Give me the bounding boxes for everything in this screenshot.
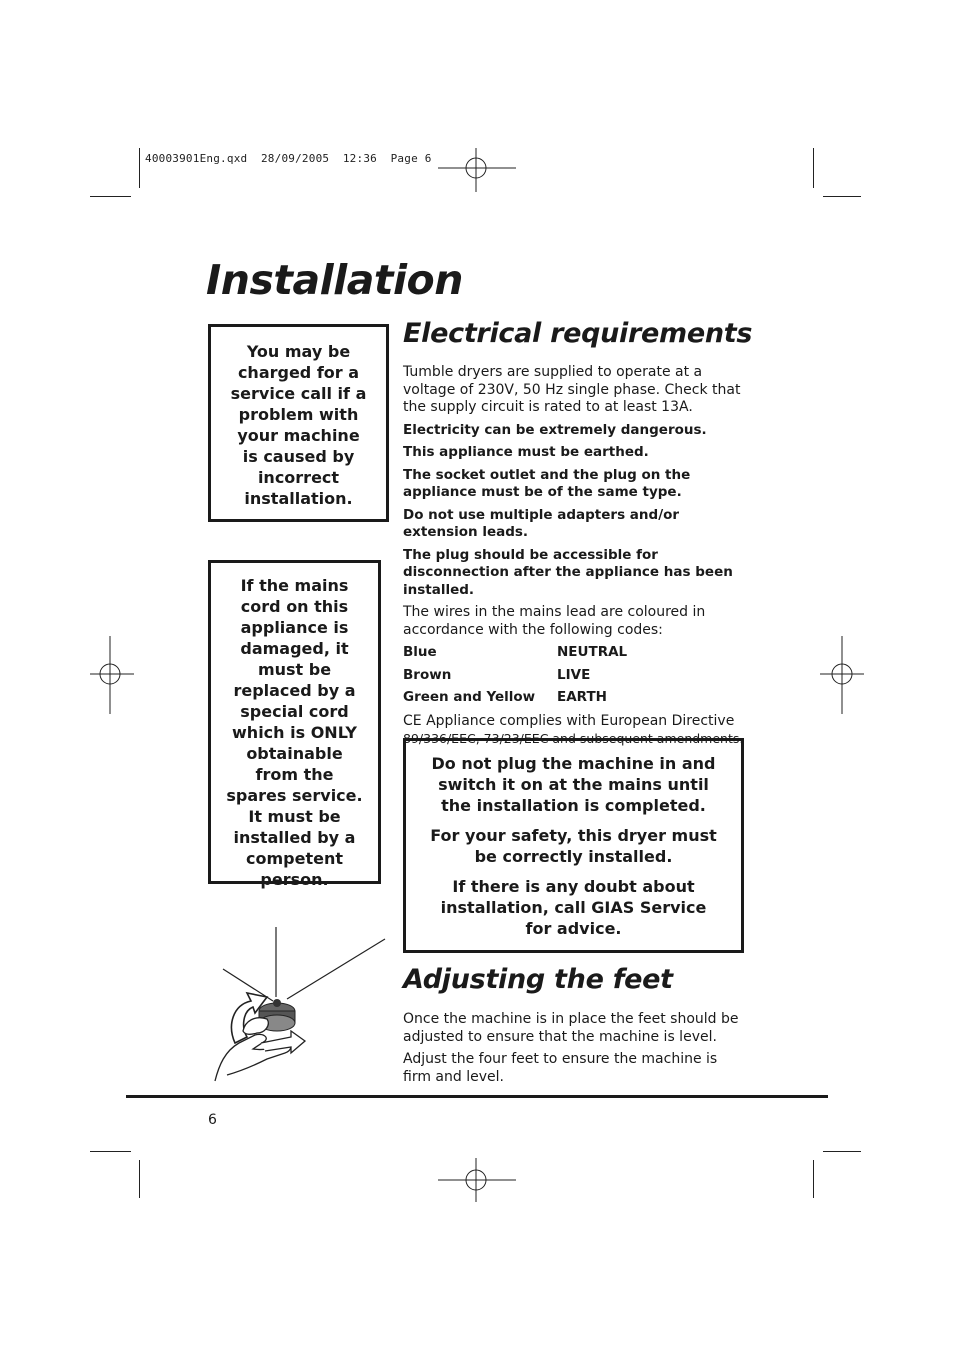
- crop-mark: [90, 196, 131, 197]
- registration-mark-icon: [438, 1158, 516, 1202]
- warning-text: Do not use multiple adapters and/or extension leads.: [403, 506, 680, 540]
- wire-colour: Brown: [403, 666, 452, 683]
- safety-text: For your safety, this dryer must be correctly installed.: [430, 826, 717, 866]
- wire-meaning: LIVE: [557, 666, 591, 683]
- crop-mark: [823, 1151, 861, 1152]
- feet-paragraph: Once the machine is in place the feet should be adjusted to ensure that the machine is level.: [403, 1011, 739, 1045]
- electrical-intro: Tumble dryers are supplied to operate at a voltage of 230V, 50 Hz single phase. Check that the supply circuit is rated to at least 13A.: [403, 364, 741, 415]
- mains-cord-note: [208, 560, 381, 889]
- crop-mark: [823, 196, 861, 197]
- safety-text: Do not plug the machine in and switch it on at the mains until the installation is completed.: [431, 754, 716, 815]
- foot-adjustment-illustration: [205, 925, 390, 1085]
- registration-mark-icon: [820, 636, 864, 714]
- ce-line: CE Appliance complies with European Directive: [403, 712, 735, 729]
- warning-text: The plug should be accessible for disconnection after the appliance has been installed.: [403, 546, 733, 598]
- warning-text: This appliance must be earthed.: [403, 444, 649, 460]
- printer-slug: 40003901Eng.qxd 28/09/2005 12:36 Page 6: [145, 152, 432, 165]
- crop-mark: [813, 1160, 814, 1198]
- page-title: Installation: [206, 256, 463, 304]
- wire-meaning: EARTH: [557, 689, 607, 705]
- warning-text: The socket outlet and the plug on the appliance must be of the same type.: [403, 466, 691, 500]
- warning-text: Electricity can be extremely dangerous.: [403, 421, 707, 438]
- page-number: 6: [208, 1112, 217, 1128]
- crop-mark: [813, 148, 814, 188]
- service-call-note: [208, 324, 389, 522]
- ce-line: 89/336/EEC, 73/23/EEC and subsequent amendments.: [403, 730, 744, 746]
- registration-mark-icon: [438, 148, 516, 192]
- wire-meaning: NEUTRAL: [557, 644, 628, 660]
- crop-mark: [90, 1151, 131, 1152]
- feet-paragraph: Adjust the four feet to ensure the machine is firm and level.: [403, 1051, 718, 1085]
- note-text: If the mains cord on this appliance is damaged, it must be replaced by a special cord which is ONLY obtainable from the spares service. It must be installed by a competent person.: [226, 576, 363, 889]
- registration-mark-icon: [90, 636, 134, 714]
- electrical-section: [403, 364, 748, 747]
- electrical-heading: Electrical requirements: [403, 318, 753, 349]
- crop-mark: [139, 1160, 140, 1198]
- safety-text: If there is any doubt about installation, call GIAS Service for advice.: [440, 877, 707, 938]
- footer-rule: [126, 1095, 828, 1098]
- wire-colour: Green and Yellow: [403, 689, 536, 705]
- feet-heading: Adjusting the feet: [403, 964, 673, 995]
- safety-warning-box: [403, 738, 744, 953]
- wire-colour: Blue: [403, 644, 437, 660]
- wires-intro: The wires in the mains lead are coloured in accordance with the following codes:: [403, 604, 706, 638]
- wire-code-table: [403, 644, 748, 707]
- crop-mark: [139, 148, 140, 188]
- feet-section: [403, 1011, 748, 1091]
- note-text: You may be charged for a service call if a problem with your machine is caused by incorrect installation.: [230, 342, 367, 508]
